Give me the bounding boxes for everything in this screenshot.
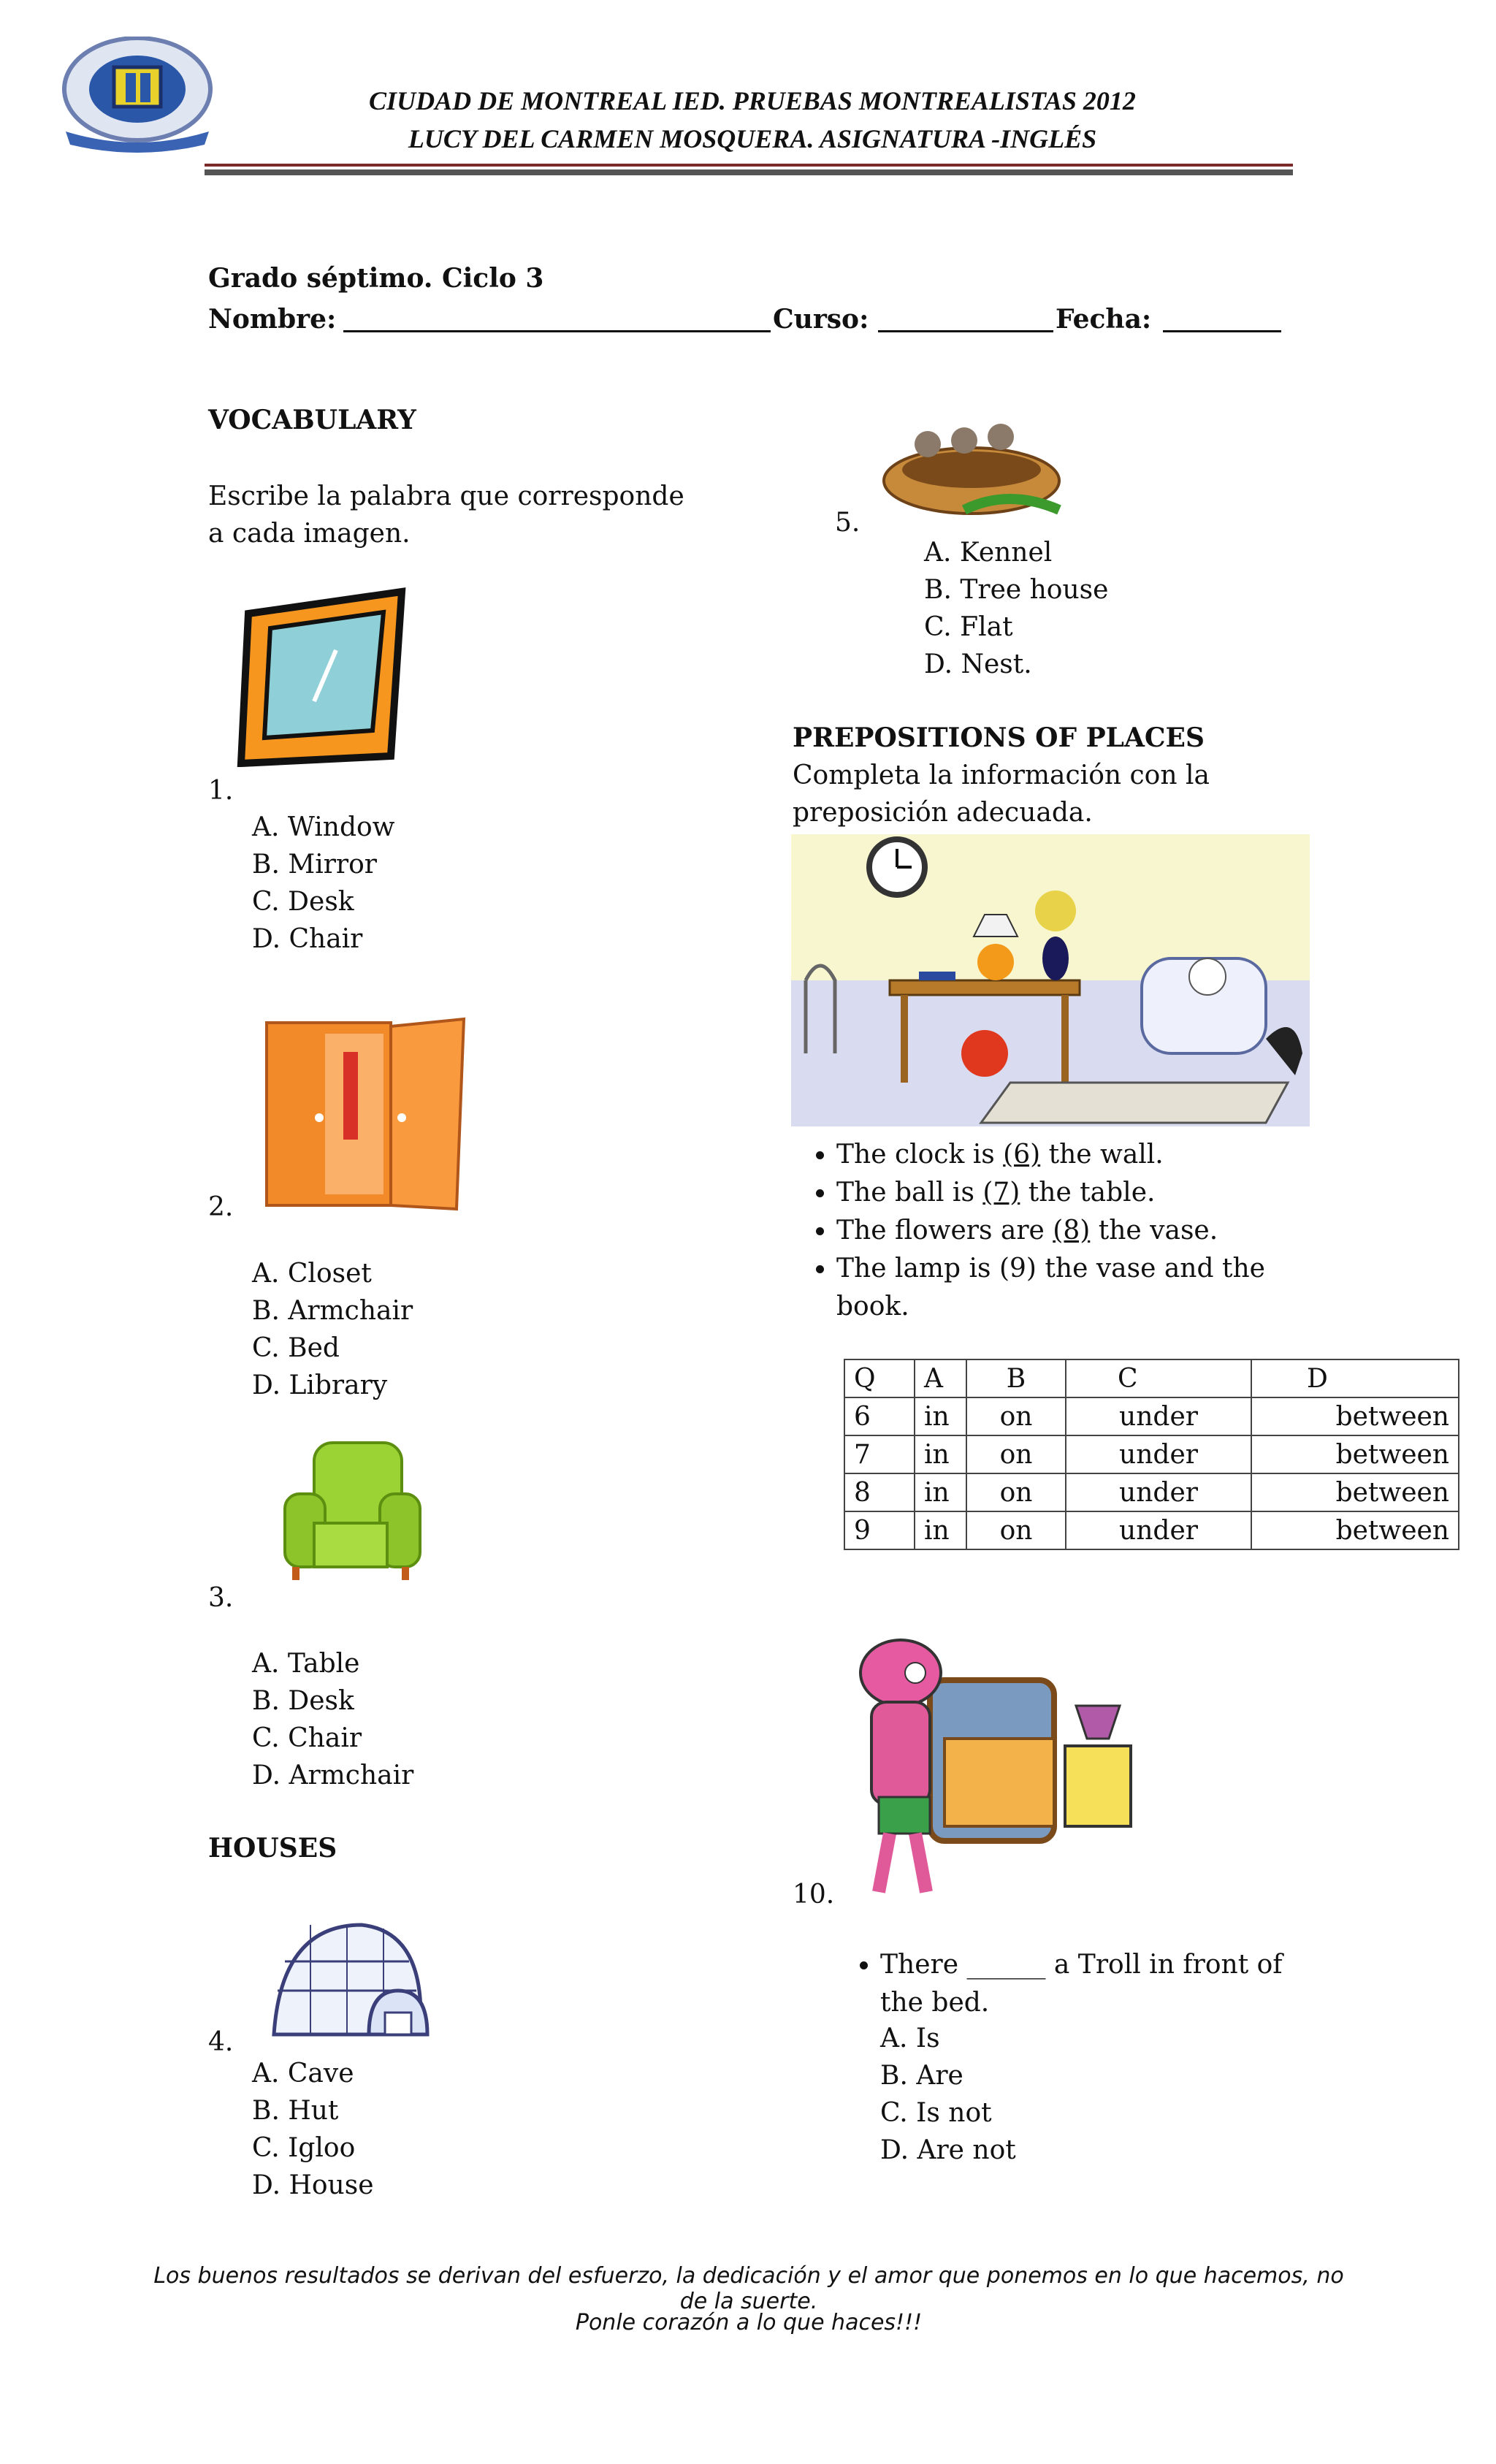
option[interactable]: D. Are not [880,2135,1016,2165]
table-cell[interactable]: in [915,1511,966,1549]
houses-title: HOUSES [208,1833,337,1864]
option[interactable]: A. Closet [252,1259,372,1289]
header-cell: Q [844,1359,915,1397]
grade-label: Grado séptimo. Ciclo 3 [208,263,544,294]
table-cell: 9 [844,1511,915,1549]
q3-number: 3. [208,1583,234,1613]
q1-number: 1. [208,776,234,806]
table-cell[interactable]: between [1251,1511,1459,1549]
school-logo [58,37,219,153]
closet-image [252,1008,471,1220]
table-cell: 7 [844,1435,915,1473]
q10-sentence [836,1946,1333,2022]
name-field[interactable] [343,330,771,332]
nest-image [877,400,1066,528]
option[interactable]: B. Are [880,2061,963,2091]
q5-number: 5. [835,508,860,538]
option[interactable]: D. Chair [252,924,363,954]
q10-number: 10. [793,1880,835,1910]
option[interactable]: D. House [252,2170,374,2200]
option[interactable]: C. Desk [252,887,354,917]
header-cell: A [915,1359,966,1397]
sentence-8: • The flowers are (8) the vase. [836,1212,1333,1250]
sentence-6: • The clock is (6) the wall. [836,1136,1333,1174]
course-field[interactable] [878,330,1053,332]
option[interactable]: C. Chair [252,1723,362,1753]
option[interactable]: C. Flat [924,612,1013,642]
igloo-image [259,1910,435,2049]
armchair-image [278,1435,424,1585]
footer-motto: Ponle corazón a lo que haces!!! [575,2310,923,2335]
table-cell[interactable]: between [1251,1397,1459,1435]
option[interactable]: B. Mirror [252,850,378,880]
preposition-sentences [793,1136,1333,1326]
sentence-9: • The lamp is (9) the vase and the book. [836,1250,1333,1326]
q2-number: 2. [208,1192,234,1222]
course-label: Curso: [773,304,869,335]
troll-bed-image [835,1629,1164,1903]
header-rule-thick [205,169,1293,175]
prepositions-title: PREPOSITIONS OF PLACES [793,722,1205,753]
q3-options [252,1645,413,1794]
option[interactable]: B. Armchair [252,1296,413,1326]
name-label: Nombre: [208,304,337,335]
option[interactable]: A. Window [252,812,395,842]
prepositions-instruction: Completa la información con la preposición adecuada. [793,760,1210,828]
table-cell[interactable]: under [1066,1397,1251,1435]
q10-options [880,2020,1016,2169]
table-header-row [844,1359,1459,1397]
q2-options [252,1255,413,1404]
table-cell[interactable]: under [1066,1435,1251,1473]
date-label: Fecha: [1056,304,1152,335]
table-cell[interactable]: in [915,1435,966,1473]
mirror-image [226,584,424,767]
table-row [844,1397,1459,1435]
table-cell[interactable]: under [1066,1473,1251,1511]
footer-quote: Los buenos resultados se derivan del esfuerzo, la dedicación y el amor que ponemos en lo que hacemos, no de la suerte. [153,2263,1344,2314]
room-scene-image [791,834,1310,1126]
option[interactable]: D. Library [252,1370,388,1400]
option[interactable]: A. Cave [252,2059,354,2089]
q5-options [924,534,1108,683]
q4-number: 4. [208,2027,234,2057]
header-cell: C [1066,1359,1251,1397]
table-cell[interactable]: on [966,1397,1066,1435]
date-field[interactable] [1163,330,1281,332]
table-cell[interactable]: between [1251,1473,1459,1511]
header-line-1: CIUDAD DE MONTREAL IED. PRUEBAS MONTREALISTAS 2012 [369,86,1136,115]
option[interactable]: B. Desk [252,1686,354,1716]
option[interactable]: B. Tree house [924,575,1109,605]
table-cell[interactable]: between [1251,1435,1459,1473]
table-row [844,1473,1459,1511]
option[interactable]: C. Igloo [252,2133,356,2163]
option[interactable]: A. Table [252,1649,360,1679]
table-cell[interactable]: in [915,1473,966,1511]
table-cell[interactable]: under [1066,1511,1251,1549]
vocabulary-title: VOCABULARY [208,405,416,435]
table-row [844,1435,1459,1473]
table-cell[interactable]: in [915,1397,966,1435]
option[interactable]: C. Is not [880,2098,992,2128]
table-cell: 6 [844,1397,915,1435]
header-line-2: LUCY DEL CARMEN MOSQUERA. ASIGNATURA -INGLÉS [408,124,1097,153]
option[interactable]: D. Nest. [924,649,1032,679]
header-cell: D [1251,1359,1459,1397]
q1-options [252,809,395,958]
table-cell: 8 [844,1473,915,1511]
vocabulary-instruction: Escribe la palabra que corresponde a cada imagen. [208,481,684,549]
table-cell[interactable]: on [966,1473,1066,1511]
table-cell[interactable]: on [966,1511,1066,1549]
q4-options [252,2055,374,2204]
q10-sentence-text: • There ______ a Troll in front of the bed. [880,1946,1333,2022]
option[interactable]: C. Bed [252,1333,340,1363]
option[interactable]: A. Kennel [924,538,1053,568]
sentence-7: • The ball is (7) the table. [836,1174,1333,1212]
option[interactable]: A. Is [880,2024,940,2053]
table-cell[interactable]: on [966,1435,1066,1473]
header-rule [205,164,1293,167]
table-row [844,1511,1459,1549]
answer-table [844,1359,1459,1550]
option[interactable]: B. Hut [252,2096,339,2126]
header-cell: B [966,1359,1066,1397]
option[interactable]: D. Armchair [252,1761,414,1790]
